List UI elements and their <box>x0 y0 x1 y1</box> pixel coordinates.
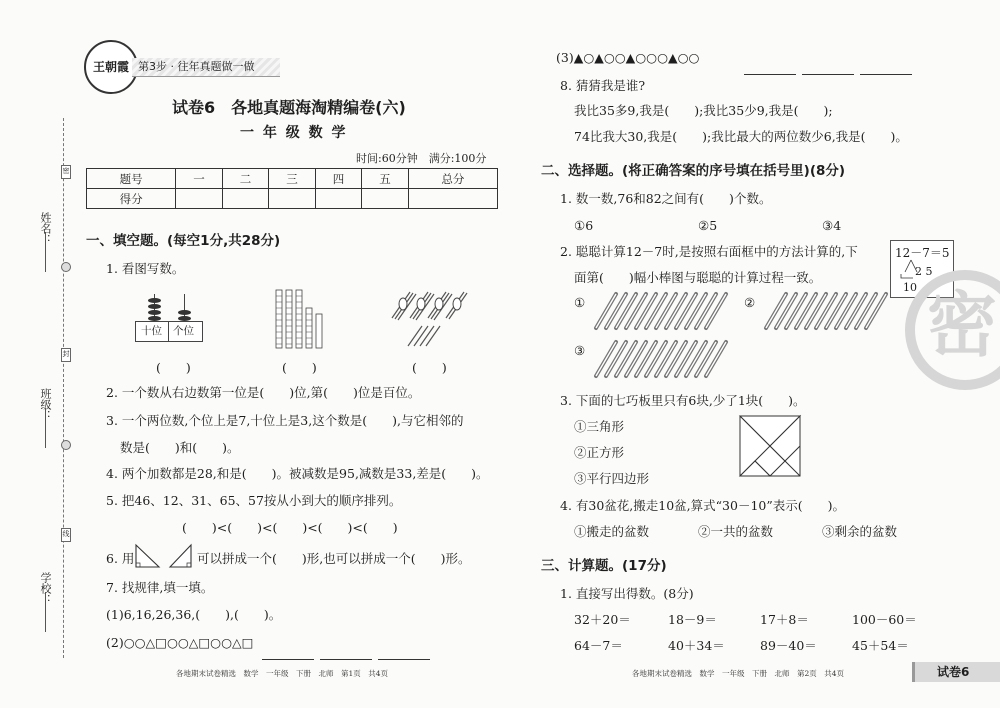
footer-right: 各地期末试卷精选 数学 一年级 下册 北师 第2页 共4页 <box>632 669 845 678</box>
s2-q4: 4. 有30盆花,搬走10盆,算式“30－10”表示( )。 <box>560 498 846 513</box>
s1-q7-2: (2)○○△□○○△□○○△□ <box>106 635 254 650</box>
calc-item[interactable]: 32＋20＝ <box>574 612 631 627</box>
class-line <box>45 408 46 448</box>
s2-q4-opt3[interactable]: ③剩余的盆数 <box>822 524 898 539</box>
s1-q3a: 3. 一个两位数,个位上是7,十位上是3,这个数是( ),与它相邻的 <box>106 413 464 428</box>
s2-q2-opt2[interactable]: ② <box>744 295 756 310</box>
s2-q1-opt1[interactable]: ①6 <box>574 218 594 233</box>
right-triangle-icon <box>133 543 161 569</box>
s2-q2a: 2. 聪聪计算12－7时,是按照右面框中的方法计算的,下 <box>560 244 858 259</box>
answer-paren[interactable]: ( ) <box>156 360 191 375</box>
score-input[interactable] <box>269 189 315 209</box>
seal-dot <box>61 440 71 450</box>
section2-heading: 二、选择题。(将正确答案的序号填在括号里)(8分) <box>541 163 846 179</box>
s1-q8a: 我比35多9,我是( );我比35少9,我是( ); <box>574 103 833 118</box>
seal-dot <box>61 262 71 272</box>
calc-item[interactable]: 45＋54＝ <box>852 638 909 653</box>
s2-q1: 1. 数一数,76和82之间有( )个数。 <box>560 191 772 206</box>
calc-item[interactable]: 40＋34＝ <box>668 638 725 653</box>
s1-q3b: 数是( )和( )。 <box>120 440 240 455</box>
stick-picture-1 <box>590 290 730 332</box>
score-cell: 四 <box>315 169 361 189</box>
s1-q6b: 可以拼成一个( )形,也可以拼成一个( )形。 <box>197 551 471 566</box>
calc-item[interactable]: 64－7＝ <box>574 638 623 653</box>
score-input[interactable] <box>362 189 408 209</box>
s1-q8: 8. 猜猜我是谁? <box>560 78 646 93</box>
s3-q1: 1. 直接写出得数。(8分) <box>560 586 694 601</box>
score-cell: 总分 <box>408 169 497 189</box>
s2-q3-opt1[interactable]: ①三角形 <box>574 419 625 434</box>
s2-q3: 3. 下面的七巧板里只有6块,少了1块( )。 <box>560 393 806 408</box>
step-banner <box>132 58 280 77</box>
q7-3-blanks[interactable] <box>744 63 918 75</box>
publisher-logo: 王朝霞 <box>84 40 138 94</box>
seal-char: 封 <box>61 348 71 362</box>
seal-char: 线 <box>61 528 71 542</box>
name-line <box>45 232 46 272</box>
score-cell: 二 <box>222 169 268 189</box>
answer-paren[interactable]: ( ) <box>282 360 317 375</box>
seal-watermark: 密 <box>905 270 1000 390</box>
calc-item[interactable]: 17＋8＝ <box>760 612 809 627</box>
s1-q7-3: (3)▲○▲○○▲○○○▲○○ <box>556 50 700 65</box>
s2-q3-opt3[interactable]: ③平行四边形 <box>574 471 650 486</box>
s2-q4-opt1[interactable]: ①搬走的盆数 <box>574 524 650 539</box>
s1-q1: 1. 看图写数。 <box>106 261 185 276</box>
score-cell: 得分 <box>87 189 176 209</box>
score-input[interactable] <box>222 189 268 209</box>
abacus-figure <box>135 292 203 346</box>
school-label: 学校： <box>39 572 52 605</box>
stick-picture-3 <box>590 338 730 380</box>
section1-heading: 一、填空题。(每空1分,共28分) <box>86 233 281 249</box>
score-input[interactable] <box>408 189 497 209</box>
abacus-tens-label: 十位 <box>141 325 162 337</box>
s1-q2: 2. 一个数从右边数第一位是( )位,第( )位是百位。 <box>106 385 421 400</box>
time-score: 时间:60分钟 满分:100分 <box>356 152 487 165</box>
s2-q4-opt2[interactable]: ②一共的盆数 <box>698 524 774 539</box>
right-triangle-icon <box>167 543 195 569</box>
score-table <box>86 168 498 209</box>
name-label: 姓名： <box>39 212 52 245</box>
paper-subtitle: 一 年 级 数 学 <box>240 125 348 141</box>
score-input[interactable] <box>315 189 361 209</box>
s1-q8b: 74比我大30,我是( );我比最大的两位数少6,我是( )。 <box>574 129 908 144</box>
seal-char: 密 <box>61 165 71 179</box>
score-cell: 三 <box>269 169 315 189</box>
answer-paren[interactable]: ( ) <box>412 360 447 375</box>
q7-2-blanks[interactable] <box>262 648 436 660</box>
s1-q4: 4. 两个加数都是28,和是( )。被减数是95,减数是33,差是( )。 <box>106 466 489 481</box>
cube-rods-figure <box>272 288 332 354</box>
s2-q3-opt2[interactable]: ②正方形 <box>574 445 625 460</box>
score-cell: 一 <box>176 169 222 189</box>
s1-q5: 5. 把46、12、31、65、57按从小到大的顺序排列。 <box>106 493 402 508</box>
s2-q2-opt1[interactable]: ① <box>574 295 586 310</box>
s2-q2-opt3[interactable]: ③ <box>574 343 586 358</box>
footer-left: 各地期末试卷精选 数学 一年级 下册 北师 第1页 共4页 <box>176 669 389 678</box>
calc-item[interactable]: 89－40＝ <box>760 638 817 653</box>
score-input[interactable] <box>176 189 222 209</box>
tangram-figure <box>738 414 802 478</box>
s1-q7-1: (1)6,16,26,36,( ),( )。 <box>106 607 282 622</box>
class-label: 班级： <box>39 388 52 421</box>
s2-q1-opt2[interactable]: ②5 <box>698 218 718 233</box>
calc-item[interactable]: 100－60＝ <box>852 612 917 627</box>
s1-q7: 7. 找规律,填一填。 <box>106 580 214 595</box>
calc-item[interactable]: 18－9＝ <box>668 612 717 627</box>
paper-title: 试卷6 各地真题海淘精编卷(六) <box>172 98 406 117</box>
abacus-ones-label: 个位 <box>173 325 194 337</box>
stick-picture-2 <box>760 290 890 332</box>
binding-margin <box>0 0 70 708</box>
s2-q2b: 面第( )幅小棒图与聪聪的计算过程一致。 <box>574 270 822 285</box>
school-line <box>45 592 46 632</box>
score-cell: 五 <box>362 169 408 189</box>
s1-q5-line[interactable]: ( )<( )<( )<( )<( ) <box>182 520 398 535</box>
stick-bundles-figure <box>388 288 468 350</box>
section3-heading: 三、计算题。(17分) <box>541 558 667 574</box>
s1-q6a: 6. 用 <box>106 551 135 566</box>
step-label: 第3步 · 往年真题做一做 <box>138 60 255 73</box>
calc-method-box: 12－7＝5 2 5 10 <box>890 240 954 298</box>
page-badge: 试卷6 <box>912 662 1000 682</box>
score-cell: 题号 <box>87 169 176 189</box>
s2-q1-opt3[interactable]: ③4 <box>822 218 842 233</box>
